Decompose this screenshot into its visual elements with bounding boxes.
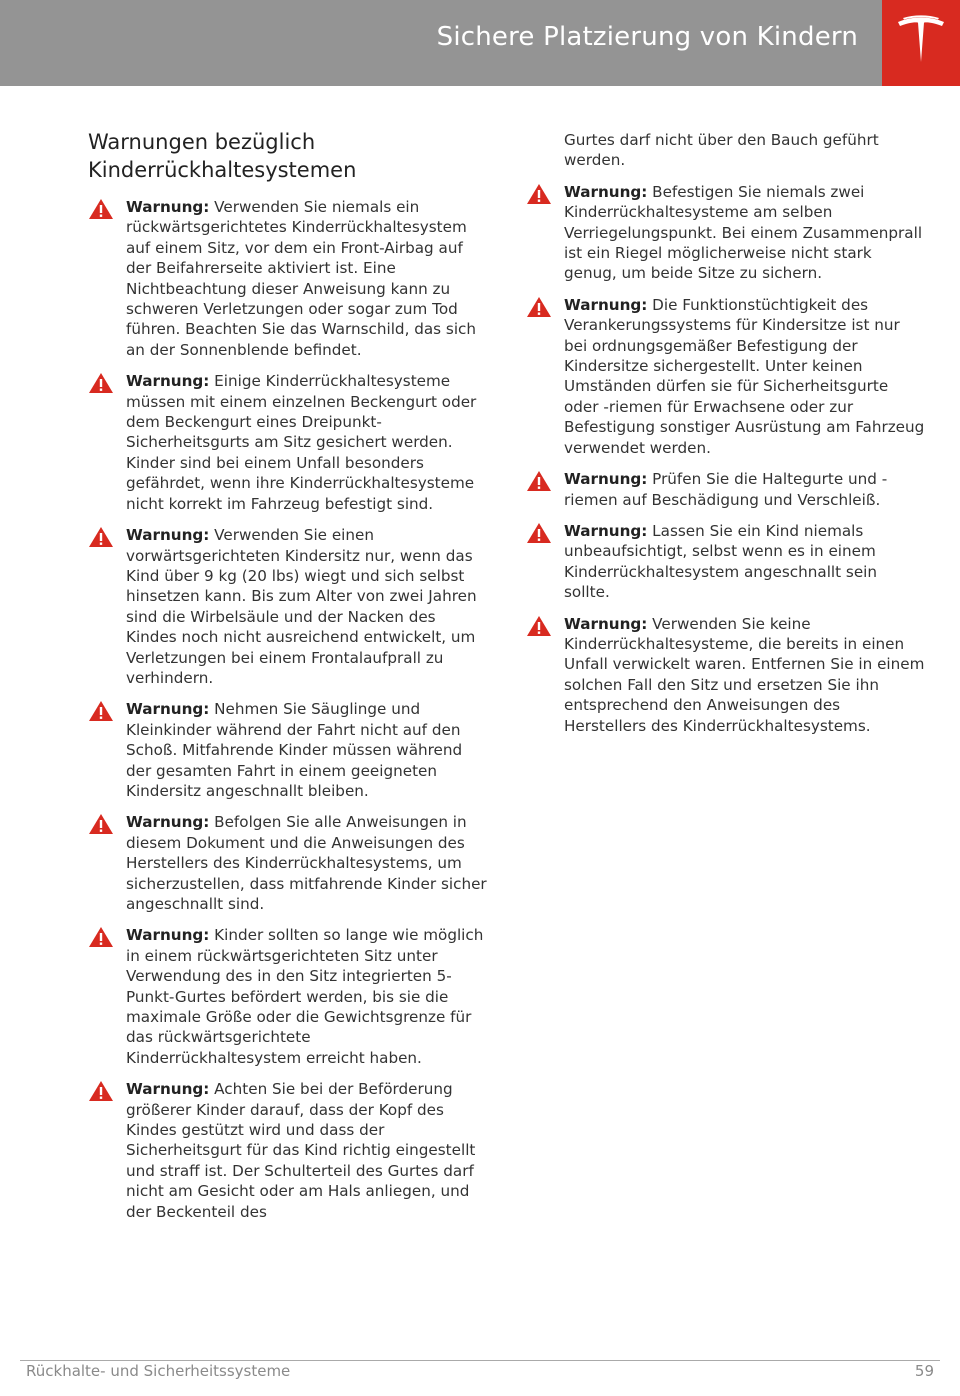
warning-item xyxy=(88,371,488,514)
warning-label: Warnung: xyxy=(564,614,648,633)
warning-triangle-icon xyxy=(88,372,114,399)
warning-text: Nehmen Sie Säuglinge und Kleinkinder während der Fahrt nicht auf den Schoß. Mitfahrende Kinder müssen während der gesamten Fahrt in einem geeigneten Kindersitz angeschnallt bleiben. xyxy=(126,700,463,800)
warning-item xyxy=(526,295,926,458)
warning-label: Warnung: xyxy=(126,813,210,832)
warning-text: Achten Sie bei der Beförderung größerer Kinder darauf, dass der Kopf des Kindes gestützt wird und dass der Sicherheitsgurt für das Kind richtig eingestellt und straff ist. Der Schulterteil des Gurtes darf nicht am Gesicht oder am Hals anliegen, und der Beckenteil des xyxy=(126,1080,476,1221)
footer-page-number: 59 xyxy=(914,1362,934,1380)
warning-label: Warnung: xyxy=(126,372,210,391)
right-warnings-list xyxy=(526,182,926,736)
warning-text: Verwenden Sie einen vorwärtsgerichteten Kindersitz nur, wenn das Kind über 9 kg (20 lbs) wiegt und sich selbst hinsetzen kann. Bis zum Alter von zwei Jahren sind die Wirbelsäule und der Nacken des Kindes noch nicht ausreichend entwickelt, um Verletzungen bei einem Frontalaufprall zu verhindern. xyxy=(126,526,477,687)
warning-triangle-icon xyxy=(88,1080,114,1107)
warning-label: Warnung: xyxy=(126,198,210,216)
warning-triangle-icon xyxy=(88,526,114,553)
left-column xyxy=(88,128,488,1233)
warning-item xyxy=(526,521,926,603)
warning-item xyxy=(88,1079,488,1222)
page-header-title: Sichere Platzierung von Kindern xyxy=(436,22,858,52)
warning-text: Befestigen Sie niemals zwei Kinderrückhaltesysteme am selben Verriegelungspunkt. Bei einem Zusammenprall ist ein Riegel möglicherweise nicht stark genug, um beide Sitze zu sichern. xyxy=(564,182,923,283)
warning-item xyxy=(88,197,488,360)
warning-triangle-icon xyxy=(88,198,114,225)
warning-item xyxy=(526,469,926,510)
warning-text: Befolgen Sie alle Anweisungen in diesem Dokument und die Anweisungen des Herstellers des Kinderrückhaltesystems, um sicherzustellen, dass mitfahrende Kinder sicher angeschnallt sind. xyxy=(126,813,487,913)
section-title: Warnungen bezüglich Kinderrückhaltesystemen xyxy=(88,130,357,182)
warning-triangle-icon xyxy=(526,470,552,497)
right-column xyxy=(526,130,926,747)
warning-label: Warnung: xyxy=(564,521,648,540)
tesla-logo xyxy=(882,0,960,86)
warning-triangle-icon xyxy=(526,615,552,642)
warning-label: Warnung: xyxy=(126,526,210,545)
warning-item xyxy=(526,182,926,284)
warning-triangle-icon xyxy=(88,813,114,840)
warning-text: Verwenden Sie keine Kinderrückhaltesysteme, die bereits in einen Unfall verwickelt waren. Entfernen Sie in einem solchen Fall den Sitz und ersetzen Sie ihn entsprechend den Anweisungen des Herstellers des Kinderrückhaltesystems. xyxy=(564,614,925,735)
warning-label: Warnung: xyxy=(564,295,648,314)
warning-item xyxy=(88,812,488,914)
warning-text: Prüfen Sie die Haltegurte und -riemen auf Beschädigung und Verschleiß. xyxy=(564,470,888,509)
warning-text: Lassen Sie ein Kind niemals unbeaufsichtigt, selbst wenn es in einem Kinderrückhaltesystem angeschnallt sein sollte. xyxy=(564,521,878,602)
warning-text: Kinder sollten so lange wie möglich in einem rückwärtsgerichteten Sitz unter Verwendung des in den Sitz integrierten 5-Punkt-Gurtes befördert werden, bis sie die maximale Größe oder die Gewichtsgrenze für das rückwärtsgerichtete Kinderrückhaltesystem erreicht haben. xyxy=(126,926,484,1067)
warning-item xyxy=(526,614,926,736)
warning-text: Die Funktionstüchtigkeit des Verankerungssystems für Kindersitze ist nur bei ordnungsgemäßer Befestigung der Kindersitze sichergestellt. Unter keinen Umständen dürfen sie für Sicherheitsgurte oder -riemen für Erwachsene oder zur Befestigung sonstiger Ausrüstung am Fahrzeug verwendet werden. xyxy=(564,295,925,457)
left-warnings-list xyxy=(88,197,488,1222)
warning-label: Warnung: xyxy=(126,1080,210,1099)
warning-text: Einige Kinderrückhaltesysteme müssen mit einem einzelnen Beckengurt oder dem Beckengurt eines Dreipunkt-Sicherheitsgurts am Sitz gesichert werden. Kinder sind bei einem Unfall besonders gefährdet, wenn ihre Kinderrückhaltesysteme nicht korrekt im Fahrzeug befestigt sind. xyxy=(126,372,477,513)
warning-triangle-icon xyxy=(526,183,552,210)
warning-triangle-icon xyxy=(526,522,552,549)
footer-chapter: Rückhalte- und Sicherheitssysteme xyxy=(26,1362,291,1380)
warning-triangle-icon xyxy=(88,700,114,727)
warning-item xyxy=(88,525,488,688)
footer-divider xyxy=(20,1360,940,1361)
warning-text: Verwenden Sie niemals ein rückwärtsgerichtetes Kinderrückhaltesystem auf einem Sitz, vor dem ein Front-Airbag auf der Beifahrerseite aktiviert ist. Eine Nichtbeachtung dieser Anweisung kann zu schweren Verletzungen oder sogar zum Tod führen. Beachten Sie das Warnschild, das sich an der Sonnenblende befindet. xyxy=(126,198,477,359)
warning-label: Warnung: xyxy=(126,700,210,719)
warning-triangle-icon xyxy=(526,296,552,323)
warning-item xyxy=(88,925,488,1068)
page-header xyxy=(0,0,960,86)
warning-label: Warnung: xyxy=(564,470,648,489)
warning-label: Warnung: xyxy=(126,926,210,945)
warning-item xyxy=(88,699,488,801)
tesla-logo-icon xyxy=(894,14,948,68)
warning-label: Warnung: xyxy=(564,182,648,201)
warning-triangle-icon xyxy=(88,926,114,953)
continuation-text: Gurtes darf nicht über den Bauch geführt werden. xyxy=(564,131,879,170)
